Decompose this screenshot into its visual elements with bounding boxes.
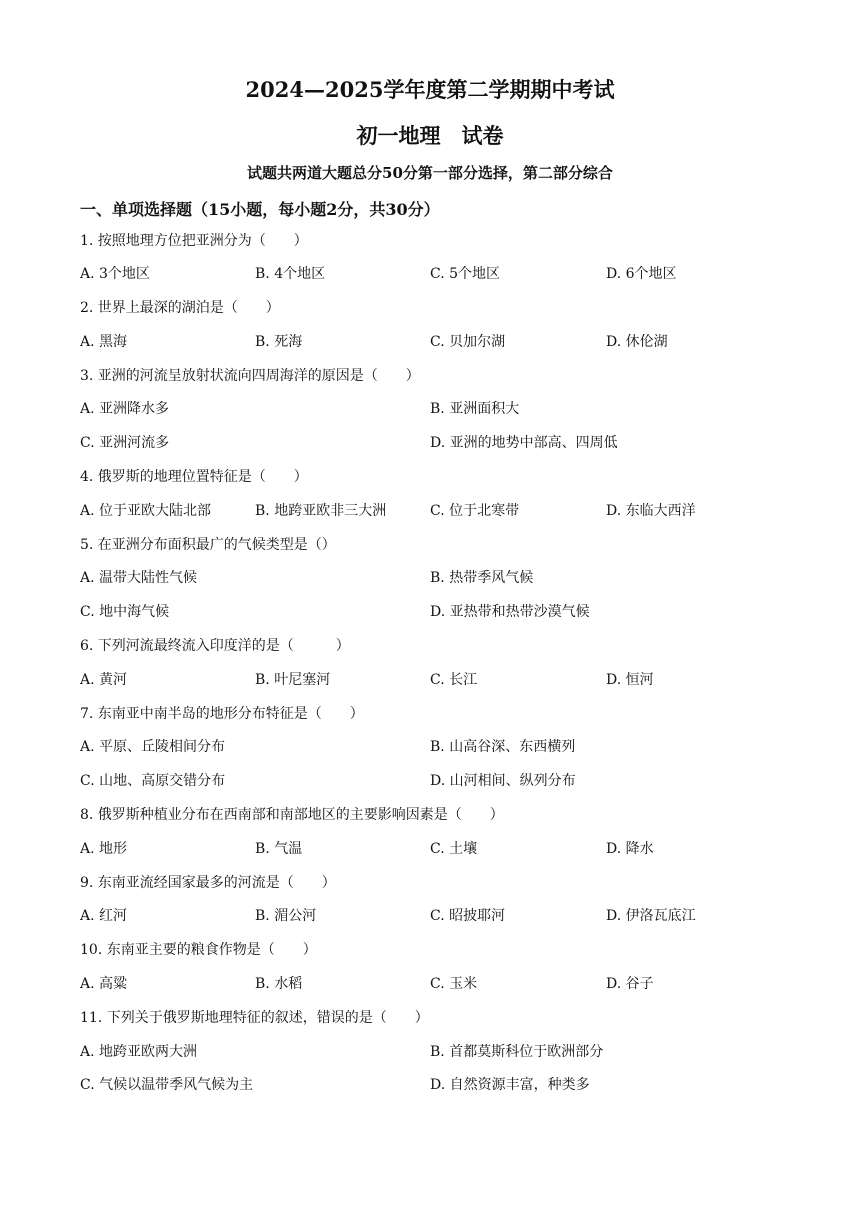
question-9-stem: 9. 东南亚流经国家最多的河流是（ ） xyxy=(80,875,336,891)
question-11-option-b[interactable]: B. 首都莫斯科位于欧洲部分 xyxy=(430,1044,604,1060)
question-10-option-c[interactable]: C. 玉米 xyxy=(430,976,478,992)
question-11-option-d[interactable]: D. 自然资源丰富，种类多 xyxy=(430,1077,590,1093)
question-8-option-c[interactable]: C. 土壤 xyxy=(430,841,478,857)
question-11-option-c[interactable]: C. 气候以温带季风气候为主 xyxy=(80,1077,254,1093)
question-1-option-c[interactable]: C. 5个地区 xyxy=(430,266,501,282)
question-5-option-a[interactable]: A. 温带大陆性气候 xyxy=(80,570,198,586)
exam-title: 2024—2025学年度第二学期期中考试 xyxy=(245,77,615,102)
question-8-option-b[interactable]: B. 气温 xyxy=(255,841,303,857)
question-3-option-b[interactable]: B. 亚洲面积大 xyxy=(430,401,520,417)
question-5-option-c[interactable]: C. 地中海气候 xyxy=(80,604,170,620)
section-heading: 一、单项选择题（15小题，每小题2分，共30分） xyxy=(80,200,440,219)
exam-note: 试题共两道大题总分50分第一部分选择，第二部分综合 xyxy=(247,164,613,182)
question-9-option-b[interactable]: B. 湄公河 xyxy=(255,908,317,924)
question-3-option-d[interactable]: D. 亚洲的地势中部高、四周低 xyxy=(430,435,618,451)
question-7-option-b[interactable]: B. 山高谷深、东西横列 xyxy=(430,739,576,755)
question-11-stem: 11. 下列关于俄罗斯地理特征的叙述，错误的是（ ） xyxy=(80,1010,429,1026)
question-11-option-a[interactable]: A. 地跨亚欧两大洲 xyxy=(80,1044,198,1060)
question-4-option-a[interactable]: A. 位于亚欧大陆北部 xyxy=(80,503,212,519)
question-8-stem: 8. 俄罗斯种植业分布在西南部和南部地区的主要影响因素是（ ） xyxy=(80,807,504,823)
question-10-option-a[interactable]: A. 高粱 xyxy=(80,976,128,992)
question-8-option-a[interactable]: A. 地形 xyxy=(80,841,128,857)
question-3-stem: 3. 亚洲的河流呈放射状流向四周海洋的原因是（ ） xyxy=(80,368,420,384)
question-5-option-d[interactable]: D. 亚热带和热带沙漠气候 xyxy=(430,604,590,620)
question-2-option-c[interactable]: C. 贝加尔湖 xyxy=(430,334,506,350)
question-1-stem: 1. 按照地理方位把亚洲分为（ ） xyxy=(80,233,308,249)
exam-subject: 初一地理 试卷 xyxy=(356,123,504,148)
question-5-option-b[interactable]: B. 热带季风气候 xyxy=(430,570,534,586)
question-4-option-d[interactable]: D. 东临大西洋 xyxy=(606,503,696,519)
question-10-option-b[interactable]: B. 水稻 xyxy=(255,976,303,992)
question-3-option-a[interactable]: A. 亚洲降水多 xyxy=(80,401,170,417)
question-9-option-a[interactable]: A. 红河 xyxy=(80,908,128,924)
question-6-option-b[interactable]: B. 叶尼塞河 xyxy=(255,672,331,688)
question-7-option-a[interactable]: A. 平原、丘陵相间分布 xyxy=(80,739,226,755)
question-9-option-c[interactable]: C. 昭披耶河 xyxy=(430,908,506,924)
question-1-option-a[interactable]: A. 3个地区 xyxy=(80,266,150,282)
question-3-option-c[interactable]: C. 亚洲河流多 xyxy=(80,435,170,451)
question-5-stem: 5. 在亚洲分布面积最广的气候类型是（） xyxy=(80,537,336,553)
question-6-option-a[interactable]: A. 黄河 xyxy=(80,672,128,688)
question-7-stem: 7. 东南亚中南半岛的地形分布特征是（ ） xyxy=(80,706,364,722)
question-7-option-d[interactable]: D. 山河相间、纵列分布 xyxy=(430,773,576,789)
question-9-option-d[interactable]: D. 伊洛瓦底江 xyxy=(606,908,696,924)
question-4-stem: 4. 俄罗斯的地理位置特征是（ ） xyxy=(80,469,308,485)
question-6-option-c[interactable]: C. 长江 xyxy=(430,672,478,688)
question-10-stem: 10. 东南亚主要的粮食作物是（ ） xyxy=(80,942,317,958)
question-8-option-d[interactable]: D. 降水 xyxy=(606,841,654,857)
question-2-option-b[interactable]: B. 死海 xyxy=(255,334,303,350)
question-1-option-d[interactable]: D. 6个地区 xyxy=(606,266,677,282)
question-2-stem: 2. 世界上最深的湖泊是（ ） xyxy=(80,300,280,316)
question-2-option-a[interactable]: A. 黑海 xyxy=(80,334,128,350)
question-4-option-c[interactable]: C. 位于北寒带 xyxy=(430,503,520,519)
question-10-option-d[interactable]: D. 谷子 xyxy=(606,976,654,992)
question-2-option-d[interactable]: D. 休伦湖 xyxy=(606,334,668,350)
question-6-option-d[interactable]: D. 恒河 xyxy=(606,672,654,688)
question-6-stem: 6. 下列河流最终流入印度洋的是（ ） xyxy=(80,638,350,654)
question-7-option-c[interactable]: C. 山地、高原交错分布 xyxy=(80,773,226,789)
question-4-option-b[interactable]: B. 地跨亚欧非三大洲 xyxy=(255,503,387,519)
question-1-option-b[interactable]: B. 4个地区 xyxy=(255,266,326,282)
